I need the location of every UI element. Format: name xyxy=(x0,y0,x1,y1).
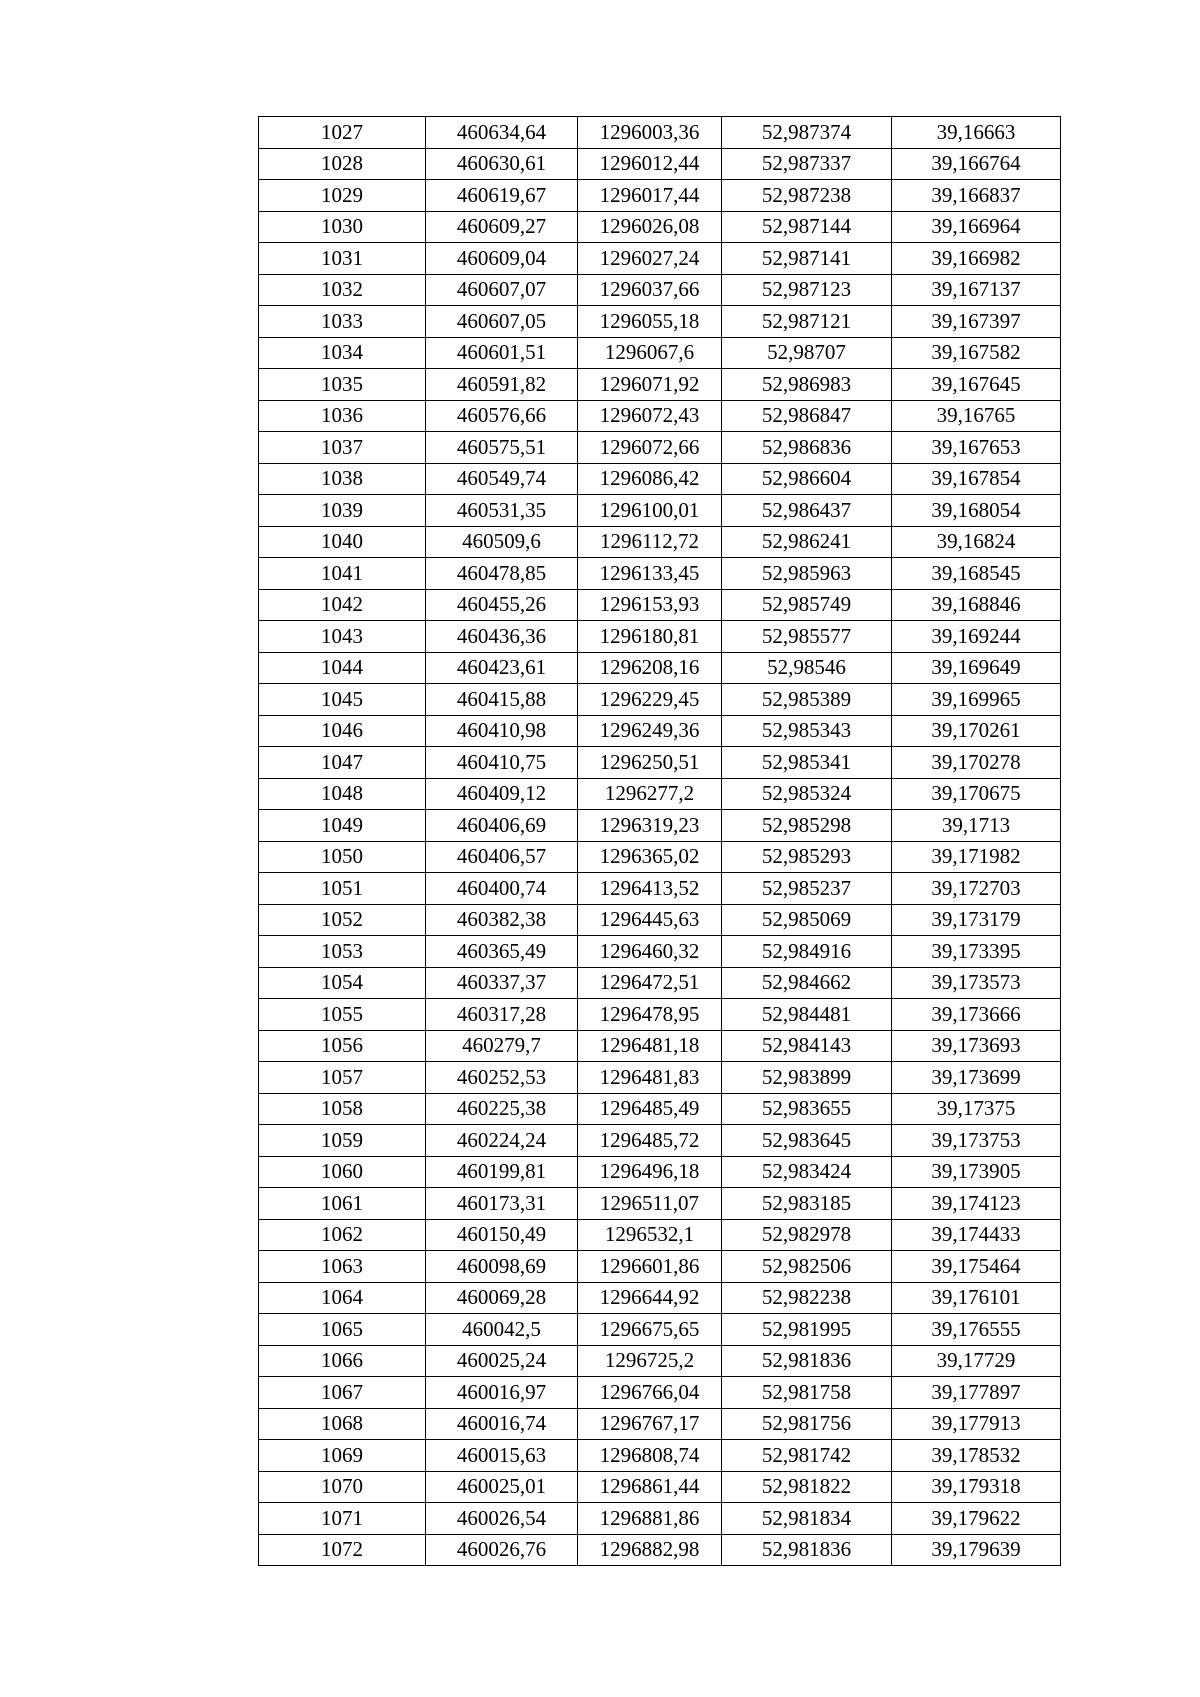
cell-latitude: 52,982978 xyxy=(722,1219,892,1251)
cell-y-coordinate: 1296072,66 xyxy=(578,432,722,464)
cell-x-coordinate: 460415,88 xyxy=(426,684,578,716)
cell-point-number: 1058 xyxy=(259,1093,426,1125)
cell-x-coordinate: 460224,24 xyxy=(426,1125,578,1157)
cell-point-number: 1029 xyxy=(259,180,426,212)
cell-y-coordinate: 1296067,6 xyxy=(578,337,722,369)
cell-y-coordinate: 1296027,24 xyxy=(578,243,722,275)
cell-x-coordinate: 460607,07 xyxy=(426,274,578,306)
table-row xyxy=(259,684,1061,716)
cell-y-coordinate: 1296055,18 xyxy=(578,306,722,338)
cell-latitude: 52,983185 xyxy=(722,1188,892,1220)
cell-longitude: 39,166982 xyxy=(892,243,1061,275)
table-row xyxy=(259,306,1061,338)
table-row xyxy=(259,715,1061,747)
cell-point-number: 1072 xyxy=(259,1534,426,1566)
cell-y-coordinate: 1296882,98 xyxy=(578,1534,722,1566)
cell-latitude: 52,981836 xyxy=(722,1345,892,1377)
cell-point-number: 1035 xyxy=(259,369,426,401)
table-row xyxy=(259,243,1061,275)
cell-y-coordinate: 1296675,65 xyxy=(578,1314,722,1346)
cell-longitude: 39,166764 xyxy=(892,148,1061,180)
cell-y-coordinate: 1296086,42 xyxy=(578,463,722,495)
cell-point-number: 1066 xyxy=(259,1345,426,1377)
cell-point-number: 1041 xyxy=(259,558,426,590)
cell-longitude: 39,177897 xyxy=(892,1377,1061,1409)
cell-longitude: 39,175464 xyxy=(892,1251,1061,1283)
cell-longitude: 39,179318 xyxy=(892,1471,1061,1503)
cell-point-number: 1052 xyxy=(259,904,426,936)
table-row xyxy=(259,1030,1061,1062)
cell-y-coordinate: 1296532,1 xyxy=(578,1219,722,1251)
cell-latitude: 52,985389 xyxy=(722,684,892,716)
cell-longitude: 39,169649 xyxy=(892,652,1061,684)
cell-longitude: 39,17375 xyxy=(892,1093,1061,1125)
cell-y-coordinate: 1296133,45 xyxy=(578,558,722,590)
cell-y-coordinate: 1296071,92 xyxy=(578,369,722,401)
cell-longitude: 39,176555 xyxy=(892,1314,1061,1346)
cell-x-coordinate: 460549,74 xyxy=(426,463,578,495)
cell-point-number: 1059 xyxy=(259,1125,426,1157)
table-row xyxy=(259,432,1061,464)
cell-x-coordinate: 460609,27 xyxy=(426,211,578,243)
cell-point-number: 1057 xyxy=(259,1062,426,1094)
cell-longitude: 39,167582 xyxy=(892,337,1061,369)
cell-latitude: 52,98546 xyxy=(722,652,892,684)
cell-point-number: 1038 xyxy=(259,463,426,495)
table-row xyxy=(259,495,1061,527)
table-row xyxy=(259,1471,1061,1503)
cell-latitude: 52,981836 xyxy=(722,1534,892,1566)
cell-longitude: 39,166837 xyxy=(892,180,1061,212)
cell-longitude: 39,174433 xyxy=(892,1219,1061,1251)
table-row xyxy=(259,1282,1061,1314)
cell-point-number: 1033 xyxy=(259,306,426,338)
cell-latitude: 52,984481 xyxy=(722,999,892,1031)
cell-y-coordinate: 1296481,18 xyxy=(578,1030,722,1062)
table-row xyxy=(259,652,1061,684)
cell-longitude: 39,173666 xyxy=(892,999,1061,1031)
table-row xyxy=(259,1345,1061,1377)
cell-y-coordinate: 1296365,02 xyxy=(578,841,722,873)
cell-latitude: 52,983655 xyxy=(722,1093,892,1125)
cell-y-coordinate: 1296072,43 xyxy=(578,400,722,432)
cell-x-coordinate: 460382,38 xyxy=(426,904,578,936)
cell-x-coordinate: 460173,31 xyxy=(426,1188,578,1220)
table-row xyxy=(259,1503,1061,1535)
cell-y-coordinate: 1296277,2 xyxy=(578,778,722,810)
cell-latitude: 52,987238 xyxy=(722,180,892,212)
cell-latitude: 52,985298 xyxy=(722,810,892,842)
table-row xyxy=(259,1408,1061,1440)
cell-y-coordinate: 1296208,16 xyxy=(578,652,722,684)
cell-y-coordinate: 1296460,32 xyxy=(578,936,722,968)
cell-y-coordinate: 1296037,66 xyxy=(578,274,722,306)
cell-x-coordinate: 460410,75 xyxy=(426,747,578,779)
cell-latitude: 52,987337 xyxy=(722,148,892,180)
cell-x-coordinate: 460365,49 xyxy=(426,936,578,968)
table-row xyxy=(259,999,1061,1031)
cell-y-coordinate: 1296808,74 xyxy=(578,1440,722,1472)
cell-x-coordinate: 460436,36 xyxy=(426,621,578,653)
cell-x-coordinate: 460410,98 xyxy=(426,715,578,747)
cell-longitude: 39,170675 xyxy=(892,778,1061,810)
cell-point-number: 1039 xyxy=(259,495,426,527)
cell-latitude: 52,987144 xyxy=(722,211,892,243)
cell-y-coordinate: 1296180,81 xyxy=(578,621,722,653)
cell-y-coordinate: 1296229,45 xyxy=(578,684,722,716)
cell-point-number: 1054 xyxy=(259,967,426,999)
cell-latitude: 52,985324 xyxy=(722,778,892,810)
cell-point-number: 1068 xyxy=(259,1408,426,1440)
cell-longitude: 39,168846 xyxy=(892,589,1061,621)
cell-x-coordinate: 460279,7 xyxy=(426,1030,578,1062)
coordinates-table xyxy=(258,116,1061,1566)
cell-longitude: 39,169244 xyxy=(892,621,1061,653)
cell-point-number: 1034 xyxy=(259,337,426,369)
cell-x-coordinate: 460406,69 xyxy=(426,810,578,842)
cell-point-number: 1040 xyxy=(259,526,426,558)
cell-longitude: 39,176101 xyxy=(892,1282,1061,1314)
cell-longitude: 39,16765 xyxy=(892,400,1061,432)
cell-point-number: 1064 xyxy=(259,1282,426,1314)
cell-y-coordinate: 1296601,86 xyxy=(578,1251,722,1283)
cell-point-number: 1067 xyxy=(259,1377,426,1409)
cell-longitude: 39,171982 xyxy=(892,841,1061,873)
table-row xyxy=(259,1219,1061,1251)
cell-longitude: 39,166964 xyxy=(892,211,1061,243)
cell-latitude: 52,986437 xyxy=(722,495,892,527)
cell-latitude: 52,985293 xyxy=(722,841,892,873)
cell-point-number: 1049 xyxy=(259,810,426,842)
table-row xyxy=(259,1251,1061,1283)
cell-x-coordinate: 460150,49 xyxy=(426,1219,578,1251)
cell-latitude: 52,983899 xyxy=(722,1062,892,1094)
cell-latitude: 52,981822 xyxy=(722,1471,892,1503)
cell-point-number: 1042 xyxy=(259,589,426,621)
cell-longitude: 39,173395 xyxy=(892,936,1061,968)
cell-x-coordinate: 460337,37 xyxy=(426,967,578,999)
cell-point-number: 1045 xyxy=(259,684,426,716)
cell-x-coordinate: 460607,05 xyxy=(426,306,578,338)
cell-longitude: 39,178532 xyxy=(892,1440,1061,1472)
cell-longitude: 39,167653 xyxy=(892,432,1061,464)
cell-longitude: 39,177913 xyxy=(892,1408,1061,1440)
cell-latitude: 52,981756 xyxy=(722,1408,892,1440)
cell-point-number: 1031 xyxy=(259,243,426,275)
cell-point-number: 1028 xyxy=(259,148,426,180)
cell-x-coordinate: 460575,51 xyxy=(426,432,578,464)
table-row xyxy=(259,148,1061,180)
table-row xyxy=(259,1188,1061,1220)
cell-latitude: 52,987123 xyxy=(722,274,892,306)
cell-y-coordinate: 1296485,72 xyxy=(578,1125,722,1157)
table-row xyxy=(259,369,1061,401)
table-row xyxy=(259,117,1061,149)
cell-latitude: 52,981758 xyxy=(722,1377,892,1409)
cell-longitude: 39,168054 xyxy=(892,495,1061,527)
cell-y-coordinate: 1296496,18 xyxy=(578,1156,722,1188)
cell-point-number: 1037 xyxy=(259,432,426,464)
cell-longitude: 39,173573 xyxy=(892,967,1061,999)
table-row xyxy=(259,1377,1061,1409)
cell-latitude: 52,983424 xyxy=(722,1156,892,1188)
cell-point-number: 1048 xyxy=(259,778,426,810)
cell-point-number: 1061 xyxy=(259,1188,426,1220)
cell-point-number: 1044 xyxy=(259,652,426,684)
cell-latitude: 52,985069 xyxy=(722,904,892,936)
cell-x-coordinate: 460026,76 xyxy=(426,1534,578,1566)
cell-y-coordinate: 1296485,49 xyxy=(578,1093,722,1125)
cell-point-number: 1032 xyxy=(259,274,426,306)
cell-x-coordinate: 460252,53 xyxy=(426,1062,578,1094)
cell-x-coordinate: 460016,97 xyxy=(426,1377,578,1409)
cell-y-coordinate: 1296003,36 xyxy=(578,117,722,149)
cell-x-coordinate: 460199,81 xyxy=(426,1156,578,1188)
cell-y-coordinate: 1296012,44 xyxy=(578,148,722,180)
cell-point-number: 1051 xyxy=(259,873,426,905)
cell-x-coordinate: 460455,26 xyxy=(426,589,578,621)
cell-longitude: 39,179622 xyxy=(892,1503,1061,1535)
cell-x-coordinate: 460025,01 xyxy=(426,1471,578,1503)
cell-latitude: 52,985749 xyxy=(722,589,892,621)
table-row xyxy=(259,180,1061,212)
cell-point-number: 1053 xyxy=(259,936,426,968)
cell-latitude: 52,981995 xyxy=(722,1314,892,1346)
cell-latitude: 52,986836 xyxy=(722,432,892,464)
cell-latitude: 52,986241 xyxy=(722,526,892,558)
cell-y-coordinate: 1296017,44 xyxy=(578,180,722,212)
cell-x-coordinate: 460016,74 xyxy=(426,1408,578,1440)
cell-y-coordinate: 1296319,23 xyxy=(578,810,722,842)
cell-latitude: 52,985963 xyxy=(722,558,892,590)
cell-latitude: 52,987121 xyxy=(722,306,892,338)
table-row xyxy=(259,1440,1061,1472)
cell-longitude: 39,167397 xyxy=(892,306,1061,338)
cell-x-coordinate: 460609,04 xyxy=(426,243,578,275)
cell-point-number: 1062 xyxy=(259,1219,426,1251)
cell-x-coordinate: 460015,63 xyxy=(426,1440,578,1472)
cell-x-coordinate: 460317,28 xyxy=(426,999,578,1031)
table-row xyxy=(259,747,1061,779)
cell-latitude: 52,983645 xyxy=(722,1125,892,1157)
cell-point-number: 1060 xyxy=(259,1156,426,1188)
cell-latitude: 52,987141 xyxy=(722,243,892,275)
cell-x-coordinate: 460098,69 xyxy=(426,1251,578,1283)
cell-longitude: 39,16824 xyxy=(892,526,1061,558)
cell-x-coordinate: 460601,51 xyxy=(426,337,578,369)
cell-x-coordinate: 460409,12 xyxy=(426,778,578,810)
cell-x-coordinate: 460025,24 xyxy=(426,1345,578,1377)
cell-y-coordinate: 1296112,72 xyxy=(578,526,722,558)
cell-x-coordinate: 460619,67 xyxy=(426,180,578,212)
cell-latitude: 52,985577 xyxy=(722,621,892,653)
table-row xyxy=(259,211,1061,243)
cell-longitude: 39,167645 xyxy=(892,369,1061,401)
cell-point-number: 1046 xyxy=(259,715,426,747)
cell-longitude: 39,170261 xyxy=(892,715,1061,747)
cell-latitude: 52,98707 xyxy=(722,337,892,369)
cell-longitude: 39,174123 xyxy=(892,1188,1061,1220)
cell-longitude: 39,170278 xyxy=(892,747,1061,779)
cell-y-coordinate: 1296861,44 xyxy=(578,1471,722,1503)
table-row xyxy=(259,841,1061,873)
cell-y-coordinate: 1296250,51 xyxy=(578,747,722,779)
cell-x-coordinate: 460026,54 xyxy=(426,1503,578,1535)
cell-latitude: 52,984662 xyxy=(722,967,892,999)
cell-x-coordinate: 460634,64 xyxy=(426,117,578,149)
cell-y-coordinate: 1296249,36 xyxy=(578,715,722,747)
cell-x-coordinate: 460509,6 xyxy=(426,526,578,558)
table-row xyxy=(259,810,1061,842)
cell-point-number: 1050 xyxy=(259,841,426,873)
cell-y-coordinate: 1296511,07 xyxy=(578,1188,722,1220)
table-row xyxy=(259,1534,1061,1566)
table-row xyxy=(259,1125,1061,1157)
cell-y-coordinate: 1296766,04 xyxy=(578,1377,722,1409)
cell-y-coordinate: 1296767,17 xyxy=(578,1408,722,1440)
cell-latitude: 52,986847 xyxy=(722,400,892,432)
cell-point-number: 1027 xyxy=(259,117,426,149)
coordinates-table-body xyxy=(259,117,1061,1566)
cell-x-coordinate: 460423,61 xyxy=(426,652,578,684)
cell-y-coordinate: 1296644,92 xyxy=(578,1282,722,1314)
cell-point-number: 1047 xyxy=(259,747,426,779)
table-row xyxy=(259,904,1061,936)
table-row xyxy=(259,778,1061,810)
cell-longitude: 39,172703 xyxy=(892,873,1061,905)
cell-y-coordinate: 1296153,93 xyxy=(578,589,722,621)
cell-longitude: 39,173699 xyxy=(892,1062,1061,1094)
cell-point-number: 1055 xyxy=(259,999,426,1031)
cell-longitude: 39,167137 xyxy=(892,274,1061,306)
cell-latitude: 52,982506 xyxy=(722,1251,892,1283)
cell-latitude: 52,985343 xyxy=(722,715,892,747)
cell-y-coordinate: 1296472,51 xyxy=(578,967,722,999)
table-row xyxy=(259,1314,1061,1346)
cell-latitude: 52,981742 xyxy=(722,1440,892,1472)
cell-point-number: 1071 xyxy=(259,1503,426,1535)
cell-x-coordinate: 460591,82 xyxy=(426,369,578,401)
cell-latitude: 52,984916 xyxy=(722,936,892,968)
cell-latitude: 52,986983 xyxy=(722,369,892,401)
cell-x-coordinate: 460225,38 xyxy=(426,1093,578,1125)
cell-point-number: 1036 xyxy=(259,400,426,432)
cell-y-coordinate: 1296481,83 xyxy=(578,1062,722,1094)
cell-longitude: 39,179639 xyxy=(892,1534,1061,1566)
cell-latitude: 52,984143 xyxy=(722,1030,892,1062)
cell-x-coordinate: 460406,57 xyxy=(426,841,578,873)
table-row xyxy=(259,463,1061,495)
table-row xyxy=(259,589,1061,621)
cell-y-coordinate: 1296413,52 xyxy=(578,873,722,905)
cell-latitude: 52,987374 xyxy=(722,117,892,149)
cell-x-coordinate: 460630,61 xyxy=(426,148,578,180)
cell-point-number: 1063 xyxy=(259,1251,426,1283)
cell-x-coordinate: 460531,35 xyxy=(426,495,578,527)
table-row xyxy=(259,621,1061,653)
table-row xyxy=(259,337,1061,369)
table-row xyxy=(259,936,1061,968)
cell-latitude: 52,986604 xyxy=(722,463,892,495)
table-row xyxy=(259,1062,1061,1094)
cell-longitude: 39,173693 xyxy=(892,1030,1061,1062)
cell-latitude: 52,985237 xyxy=(722,873,892,905)
table-row xyxy=(259,526,1061,558)
cell-latitude: 52,982238 xyxy=(722,1282,892,1314)
cell-longitude: 39,167854 xyxy=(892,463,1061,495)
cell-y-coordinate: 1296026,08 xyxy=(578,211,722,243)
cell-x-coordinate: 460069,28 xyxy=(426,1282,578,1314)
cell-x-coordinate: 460042,5 xyxy=(426,1314,578,1346)
cell-point-number: 1043 xyxy=(259,621,426,653)
cell-longitude: 39,173179 xyxy=(892,904,1061,936)
cell-x-coordinate: 460478,85 xyxy=(426,558,578,590)
cell-longitude: 39,169965 xyxy=(892,684,1061,716)
cell-y-coordinate: 1296881,86 xyxy=(578,1503,722,1535)
cell-point-number: 1070 xyxy=(259,1471,426,1503)
cell-longitude: 39,16663 xyxy=(892,117,1061,149)
table-row xyxy=(259,873,1061,905)
cell-x-coordinate: 460576,66 xyxy=(426,400,578,432)
table-row xyxy=(259,967,1061,999)
cell-x-coordinate: 460400,74 xyxy=(426,873,578,905)
cell-y-coordinate: 1296445,63 xyxy=(578,904,722,936)
cell-longitude: 39,168545 xyxy=(892,558,1061,590)
cell-point-number: 1065 xyxy=(259,1314,426,1346)
cell-point-number: 1056 xyxy=(259,1030,426,1062)
cell-y-coordinate: 1296100,01 xyxy=(578,495,722,527)
table-row xyxy=(259,558,1061,590)
cell-y-coordinate: 1296478,95 xyxy=(578,999,722,1031)
table-row xyxy=(259,274,1061,306)
cell-y-coordinate: 1296725,2 xyxy=(578,1345,722,1377)
table-row xyxy=(259,1156,1061,1188)
cell-longitude: 39,173753 xyxy=(892,1125,1061,1157)
cell-latitude: 52,981834 xyxy=(722,1503,892,1535)
cell-point-number: 1069 xyxy=(259,1440,426,1472)
cell-longitude: 39,173905 xyxy=(892,1156,1061,1188)
cell-latitude: 52,985341 xyxy=(722,747,892,779)
cell-longitude: 39,1713 xyxy=(892,810,1061,842)
table-row xyxy=(259,1093,1061,1125)
cell-longitude: 39,17729 xyxy=(892,1345,1061,1377)
cell-point-number: 1030 xyxy=(259,211,426,243)
table-row xyxy=(259,400,1061,432)
